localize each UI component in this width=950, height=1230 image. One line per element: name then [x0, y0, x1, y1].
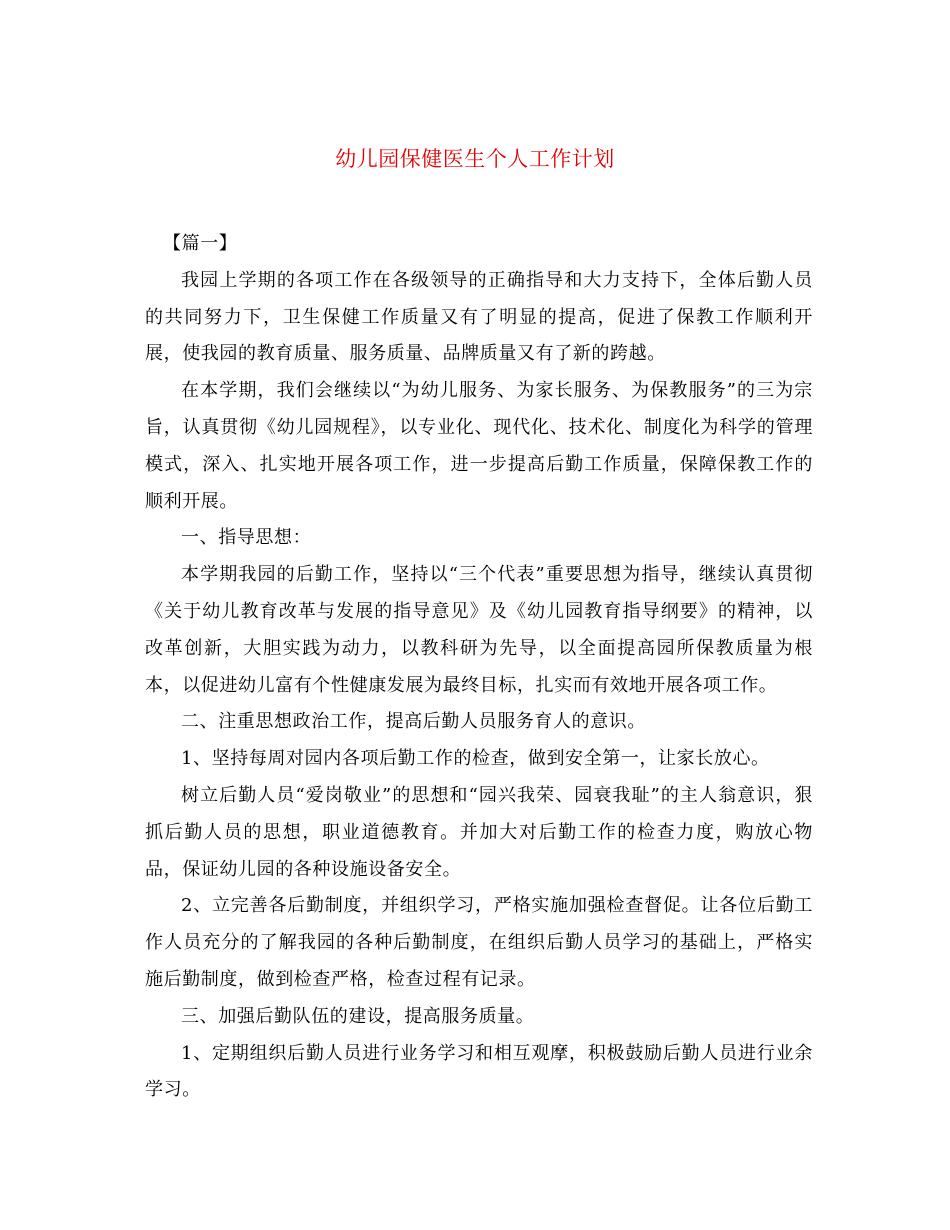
- section-heading: 三、加强后勤队伍的建设，提高服务质量。: [181, 1005, 535, 1027]
- section-heading: 一、指导思想：: [181, 527, 312, 549]
- paragraph: 本学期我园的后勤工作，坚持以“三个代表”重要思想为指导，继续认真贯彻《关于幼儿教育改革与发展的指导意见》及《幼儿园教育指导纲要》的精神，以改革创新，大胆实践为动力，以教科研为先导，以全面提高园所保教质量为根本，以促进幼儿富有个性健康发展为最终目标，扎实而有效地开展各项工作。: [145, 564, 813, 696]
- paragraph: 在本学期，我们会继续以“为幼儿服务、为家长服务、为保教服务”的三为宗旨，认真贯彻《幼儿园规程》，以专业化、现代化、技术化、制度化为科学的管理模式，深入、扎实地开展各项工作，进一步提高后勤工作质量，保障保教工作的顺利开展。: [145, 380, 813, 512]
- list-item: 1、坚持每周对园内各项后勤工作的检查，做到安全第一，让家长放心。: [181, 748, 770, 770]
- paragraph: 我园上学期的各项工作在各级领导的正确指导和大力支持下，全体后勤人员的共同努力下，卫生保健工作质量又有了明显的提高，促进了保教工作顺利开展，使我园的教育质量、服务质量、品牌质量又有了新的跨越。: [145, 269, 813, 365]
- document-body: [145, 226, 813, 1109]
- list-item: 2、立完善各后勤制度，并组织学习，严格实施加强检查督促。让各位后勤工作人员充分的了解我园的各种后勤制度，在组织后勤人员学习的基础上，严格实施后勤制度，做到检查严格，检查过程有记录。: [145, 895, 813, 990]
- paragraph: 树立后勤人员“爱岗敬业”的思想和“园兴我荣、园衰我耻”的主人翁意识，狠抓后勤人员的思想，职业道德教育。并加大对后勤工作的检查力度，购放心物品，保证幼儿园的各种设施设备安全。: [145, 784, 813, 880]
- section-heading: 二、注重思想政治工作，提高后勤人员服务育人的意识。: [181, 711, 646, 733]
- document-title: 幼儿园保健医生个人工作计划: [335, 147, 615, 171]
- list-item: 1、定期组织后勤人员进行业务学习和相互观摩，积极鼓励后勤人员进行业余学习。: [145, 1042, 813, 1101]
- section-label: 【篇一】: [163, 233, 238, 254]
